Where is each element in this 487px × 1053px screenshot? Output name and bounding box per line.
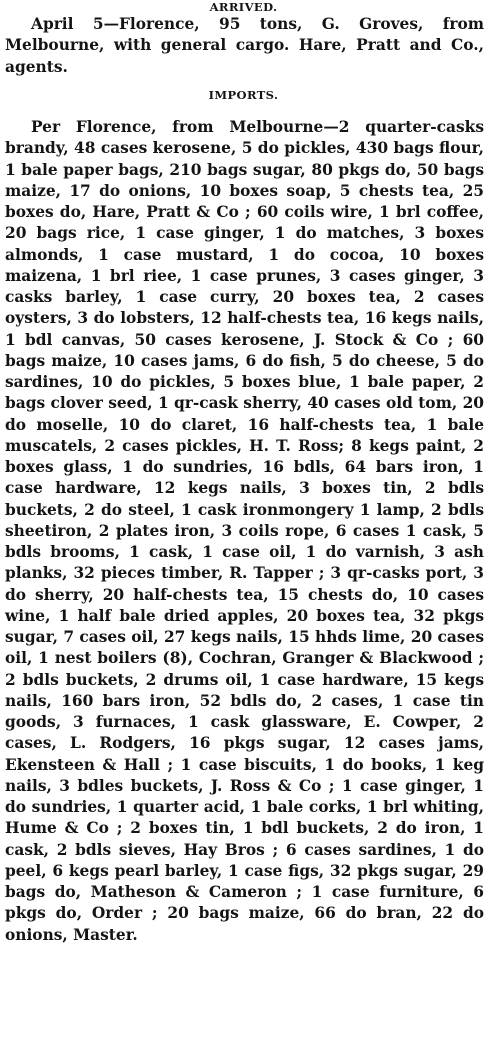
imports-entry: Per Florence, from Melbourne—2 quarter-casks brandy, 48 cases kerosene, 5 do pickles, 430 bags flour, 1 bale paper bags, 210 bags sugar, 80 pkgs do, 50 bags maize, 17 do onions, 10 boxes soap, 5 chests tea, 25 boxes do, Hare, Pratt & Co ; 60 coils wire, 1 brl coffee, 20 bags rice, 1 case ginger, 1 do matches, 3 boxes almonds, 1 case mustard, 1 do cocoa, 10 boxes maizena, 1 brl riee, 1 case prunes, 3 cases ginger, 3 casks barley, 1 case curry, 20 boxes tea, 2 cases oysters, 3 do lobsters, 12 half-chests tea, 16 kegs nails, 1 bdl canvas, 50 cases kerosene, J. Stock & Co ; 60 bags maize, 10 cases jams, 6 do fish, 5 do cheese, 5 do sardines, 10 do pickles, 5 boxes blue, 1 bale paper, 2 bags clover seed, 1 qr-cask sherry, 40 cases old tom, 20 do moselle, 10 do claret, 16 half-chests tea, 1 bale muscatels, 2 cases pickles, H. T. Ross; 8 kegs paint, 2 boxes glass, 1 do sundries, 16 bdls, 64 bars iron, 1 case hardware, 12 kegs nails, 3 boxes tin, 2 bdls buckets, 2 do steel, 1 cask ironmongery 1 lamp, 2 bdls sheetiron, 2 plates iron, 3 coils rope, 6 cases 1 cask, 5 bdls brooms, 1 cask, 1 case oil, 1 do varnish, 3 ash planks, 32 pieces timber, R. Tapper ; 3 qr-casks port, 3 do sherry, 20 half-chests tea, 15 chests do, 10 cases wine, 1 half bale dried apples, 20 boxes tea, 32 pkgs sugar, 7 cases oil, 27 kegs nails, 15 hhds lime, 20 cases oil, 1 nest boilers (8), Cochran, Granger & Blackwood ; 2 bdls buckets, 2 drums oil, 1 case hardware, 15 kegs nails, 160 bars iron, 52 bdls do, 2 cases, 1 case tin goods, 3 furnaces, 1 cask glassware, E. Cowper, 2 cases, L. Rodgers, 16 pkgs sugar, 12 cases jams, Ekensteen & Hall ; 1 case biscuits, 1 do books, 1 keg nails, 3 bdles buckets, J. Ross & Co ; 1 case ginger, 1 do sundries, 1 quarter acid, 1 bale corks, 1 brl whiting, Hume & Co ; 2 boxes tin, 1 bdl buckets, 2 do iron, 1 cask, 2 bdls sieves, Hay Bros ; 6 cases sardines, 1 do peel, 6 kegs pearl barley, 1 case figs, 32 pkgs sugar, 29 bags do, Matheson & Cameron ; 1 case furniture, 6 pkgs do, Order ; 20 bags maize, 66 do bran, 22 do onions, Master. (5, 118, 484, 944)
arrival-entry: April 5—Florence, 95 tons, G. Groves, from Melbourne, with general cargo. Hare, Pratt and Co., agents. (5, 15, 484, 76)
imports-heading: IMPORTS. (208, 88, 279, 102)
arrived-heading: ARRIVED. (209, 0, 278, 14)
